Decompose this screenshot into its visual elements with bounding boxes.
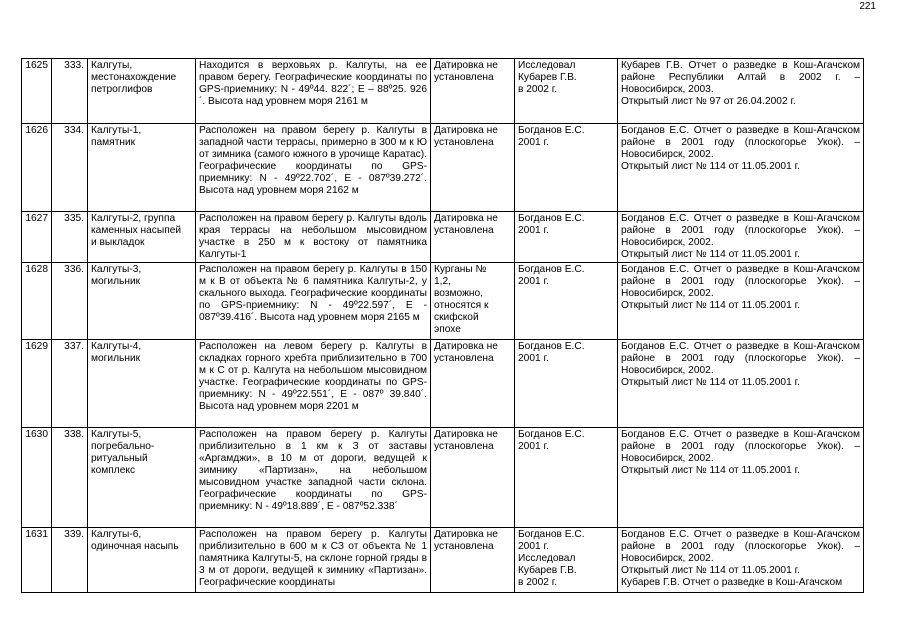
source-text: Богданов Е.С. Отчет о разведке в Кош-Агачском районе в 2001 году (плоскогорье Укок). – Новосибирск, 2002. Открытый лист № 114 от 11.05.2001 г.	[621, 264, 860, 311]
dating-text: Датировка не установлена	[434, 125, 498, 148]
location-description-cell	[196, 212, 431, 263]
researcher-cell	[515, 263, 618, 340]
row-number-cell	[22, 124, 52, 212]
researcher-cell	[515, 428, 618, 528]
monument-name-text: Калгуты-6, одиночная насыпь	[91, 529, 179, 552]
monument-name-text: Калгуты-5, погребально- ритуальный комплекс	[91, 429, 155, 476]
sub-number-cell	[52, 263, 88, 340]
row-number-cell	[22, 263, 52, 340]
source-text: Богданов Е.С. Отчет о разведке в Кош-Агачском районе в 2001 году (плоскогорье Укок). – Новосибирск, 2002. Открытый лист № 114 от 11.05.2001 г.	[621, 429, 860, 476]
monument-name-text: Калгуты-2, группа каменных насыпей и выкладок	[91, 213, 182, 248]
row-number-text: 1630	[25, 429, 48, 440]
location-description-cell	[196, 124, 431, 212]
location-description-cell	[196, 428, 431, 528]
row-number-text: 1628	[25, 264, 48, 275]
researcher-cell	[515, 212, 618, 263]
location-description-text: Расположен на правом берегу р. Калгуты в 150 м к В от объекта № 6 памятника Калгуты-2, у скального выхода. Географические координаты по GPS-приемнику: N - 49º22.597´, E - 087º39.416´. Высота над уровнем моря 2165 м	[199, 264, 427, 323]
source-text: Богданов Е.С. Отчет о разведке в Кош-Агачском районе в 2001 году (плоскогорье Укок). – Новосибирск, 2002. Открытый лист № 114 от 11.05.2001 г. Кубарев Г.В. Отчет о разведке в Кош-Агачском	[621, 529, 860, 588]
sub-number-cell	[52, 428, 88, 528]
location-description-cell	[196, 263, 431, 340]
location-description-text: Расположен на правом берегу р. Калгуты приблизительно в 600 м к СЗ от объекта № 1 памятника Калгуты-5, на склоне горной гряды в 3 м от дороги, ведущей к зимнику «Партизан». Географические координаты	[199, 529, 427, 588]
dating-cell	[431, 263, 515, 340]
table-row	[22, 59, 864, 124]
dating-cell	[431, 59, 515, 124]
researcher-text: Богданов Е.С. 2001 г.	[518, 341, 585, 364]
row-number-text: 1626	[25, 125, 48, 136]
researcher-text: Богданов Е.С. 2001 г.	[518, 264, 585, 287]
researcher-text: Богданов Е.С. 2001 г.	[518, 125, 585, 148]
dating-cell	[431, 212, 515, 263]
monument-name-cell	[88, 59, 196, 124]
monument-name-cell	[88, 340, 196, 428]
monument-name-text: Калгуты-1, памятник	[91, 125, 142, 148]
dating-text: Курганы № 1,2, возможно, относятся к скифской эпохе	[434, 264, 489, 335]
researcher-cell	[515, 124, 618, 212]
row-number-text: 1631	[25, 529, 48, 540]
dating-text: Датировка не установлена	[434, 529, 498, 552]
location-description-text: Расположен на правом берегу р. Калгуты вдоль края террасы на небольшом мысовидном участке в 250 м к востоку от памятника Калгуты-1	[199, 213, 427, 260]
sub-number-text: 338.	[64, 429, 84, 440]
dating-cell	[431, 340, 515, 428]
table-row	[22, 428, 864, 528]
source-text: Кубарев Г.В. Отчет о разведке в Кош-Агачском районе Республики Алтай в 2002 г. – Новосибирск, 2003. Открытый лист № 97 от 26.04.2002 г.	[621, 60, 860, 107]
location-description-cell	[196, 59, 431, 124]
sub-number-cell	[52, 528, 88, 593]
source-text: Богданов Е.С. Отчет о разведке в Кош-Агачском районе в 2001 году (плоскогорье Укок). – Новосибирск, 2002. Открытый лист № 114 от 11.05.2001 г.	[621, 341, 860, 388]
row-number-cell	[22, 212, 52, 263]
table-row	[22, 212, 864, 263]
table-row	[22, 124, 864, 212]
monument-name-cell	[88, 212, 196, 263]
researcher-text: Богданов Е.С. 2001 г.	[518, 429, 585, 452]
monument-name-cell	[88, 263, 196, 340]
sub-number-cell	[52, 124, 88, 212]
dating-cell	[431, 528, 515, 593]
sub-number-text: 337.	[64, 341, 84, 352]
source-text: Богданов Е.С. Отчет о разведке в Кош-Агачском районе в 2001 году (плоскогорье Укок). – Новосибирск, 2002. Открытый лист № 114 от 11.05.2001 г.	[621, 213, 860, 260]
sub-number-cell	[52, 212, 88, 263]
sub-number-cell	[52, 340, 88, 428]
location-description-cell	[196, 528, 431, 593]
location-description-text: Расположен на левом берегу р. Калгуты в складках горного хребта приблизительно в 700 м к С от р. Калгута на небольшом мысовидном участке. Географические координаты по GPS-приемнику: N - 49º22.551´, E - 087º 39.840´. Высота над уровнем моря 2201 м	[199, 341, 427, 412]
row-number-text: 1625	[25, 60, 48, 71]
sub-number-text: 333.	[64, 60, 84, 71]
table-row	[22, 528, 864, 593]
source-cell	[618, 124, 864, 212]
source-cell	[618, 263, 864, 340]
table-row	[22, 263, 864, 340]
monument-name-text: Калгуты-4, могильник	[91, 341, 142, 364]
source-text: Богданов Е.С. Отчет о разведке в Кош-Агачском районе в 2001 году (плоскогорье Укок). – Новосибирск, 2002. Открытый лист № 114 от 11.05.2001 г.	[621, 125, 860, 172]
researcher-text: Исследовал Кубарев Г.В. в 2002 г.	[518, 60, 577, 95]
source-cell	[618, 428, 864, 528]
dating-cell	[431, 428, 515, 528]
source-cell	[618, 59, 864, 124]
dating-text: Датировка не установлена	[434, 213, 498, 236]
researcher-text: Богданов Е.С. 2001 г. Исследовал Кубарев Г.В. в 2002 г.	[518, 529, 585, 588]
researcher-cell	[515, 59, 618, 124]
researcher-cell	[515, 528, 618, 593]
sub-number-text: 334.	[64, 125, 84, 136]
row-number-cell	[22, 59, 52, 124]
sub-number-cell	[52, 59, 88, 124]
researcher-text: Богданов Е.С. 2001 г.	[518, 213, 585, 236]
dating-text: Датировка не установлена	[434, 60, 498, 83]
researcher-cell	[515, 340, 618, 428]
source-cell	[618, 528, 864, 593]
sub-number-text: 336.	[64, 264, 84, 275]
monument-name-cell	[88, 124, 196, 212]
row-number-cell	[22, 528, 52, 593]
monument-name-cell	[88, 528, 196, 593]
location-description-text: Находится в верховьях р. Калгуты, на ее правом берегу. Географические координаты по GPS-приемнику: N - 49º44. 822´; E – 88º25. 926´. Высота над уровнем моря 2161 м	[199, 60, 427, 107]
monument-name-cell	[88, 428, 196, 528]
monuments-table	[21, 58, 864, 593]
monument-name-text: Калгуты, местонахождение петроглифов	[91, 60, 177, 95]
dating-cell	[431, 124, 515, 212]
location-description-text: Расположен на правом берегу р. Калгуты в западной части террасы, примерно в 300 м к Ю от зимника (самого южного в урочище Каратас). Географические координаты по GPS-приемнику: N - 49º22.702´, E - 087º39.272´. Высота над уровнем моря 2162 м	[199, 125, 427, 196]
source-cell	[618, 212, 864, 263]
row-number-cell	[22, 428, 52, 528]
sub-number-text: 335.	[64, 213, 84, 224]
row-number-text: 1627	[25, 213, 48, 224]
location-description-text: Расположен на правом берегу р. Калгуты приблизительно в 1 км к З от заставы «Аргамджи», в 10 м от дороги, ведущей к зимнику «Партизан», на небольшом мысовидном участке западной части склона. Географические координаты по GPS-приемнику: N - 49º18.889´, E - 087º52.338´	[199, 429, 427, 512]
dating-text: Датировка не установлена	[434, 341, 498, 364]
row-number-text: 1629	[25, 341, 48, 352]
sub-number-text: 339.	[64, 529, 84, 540]
table-row	[22, 340, 864, 428]
page-number: 221	[859, 1, 876, 12]
location-description-cell	[196, 340, 431, 428]
row-number-cell	[22, 340, 52, 428]
dating-text: Датировка не установлена	[434, 429, 498, 452]
monument-name-text: Калгуты-3, могильник	[91, 264, 142, 287]
source-cell	[618, 340, 864, 428]
